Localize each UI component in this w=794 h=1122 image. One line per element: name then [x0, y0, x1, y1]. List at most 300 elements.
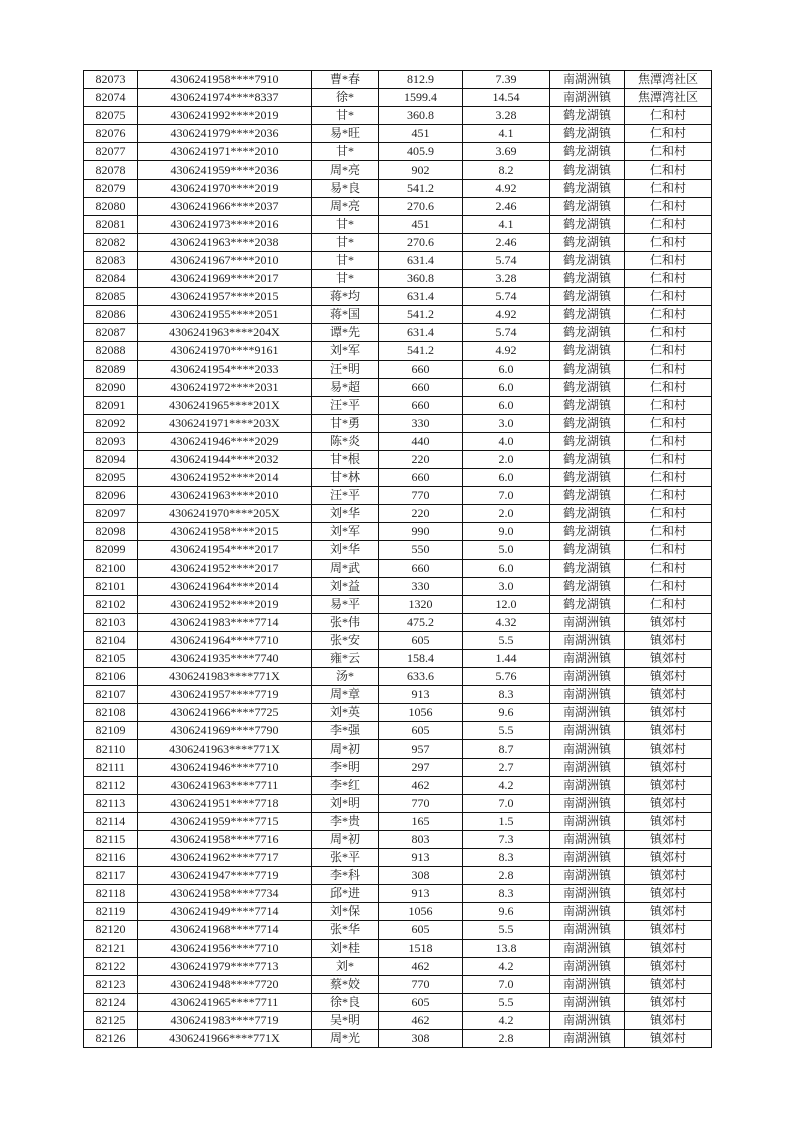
town-cell: 鹤龙湖镇 — [550, 505, 625, 523]
town-cell: 南湖洲镇 — [550, 613, 625, 631]
table-row — [84, 686, 712, 704]
town-cell: 南湖洲镇 — [550, 957, 625, 975]
table-row — [84, 71, 712, 89]
name-cell: 易*良 — [312, 179, 379, 197]
name-cell: 甘* — [312, 270, 379, 288]
amount-cell: 541.2 — [379, 342, 463, 360]
town-cell: 鹤龙湖镇 — [550, 450, 625, 468]
town-cell: 鹤龙湖镇 — [550, 270, 625, 288]
town-cell: 南湖洲镇 — [550, 1011, 625, 1029]
row-number-cell: 82109 — [84, 722, 138, 740]
table-row — [84, 378, 712, 396]
id-number-cell: 4306241963****7711 — [138, 776, 312, 794]
table-row — [84, 161, 712, 179]
id-number-cell: 4306241959****7715 — [138, 812, 312, 830]
amount-cell: 902 — [379, 161, 463, 179]
village-cell: 仁和村 — [625, 595, 712, 613]
amount-cell: 605 — [379, 993, 463, 1011]
row-number-cell: 82087 — [84, 324, 138, 342]
id-number-cell: 4306241979****2036 — [138, 125, 312, 143]
village-cell: 镇郊村 — [625, 903, 712, 921]
amount-cell: 633.6 — [379, 668, 463, 686]
area-cell: 2.0 — [463, 450, 550, 468]
id-number-cell: 4306241983****7719 — [138, 1011, 312, 1029]
town-cell: 南湖洲镇 — [550, 740, 625, 758]
town-cell: 南湖洲镇 — [550, 758, 625, 776]
village-cell: 仁和村 — [625, 107, 712, 125]
amount-cell: 631.4 — [379, 288, 463, 306]
town-cell: 南湖洲镇 — [550, 650, 625, 668]
town-cell: 鹤龙湖镇 — [550, 414, 625, 432]
town-cell: 南湖洲镇 — [550, 686, 625, 704]
area-cell: 14.54 — [463, 89, 550, 107]
name-cell: 徐* — [312, 89, 379, 107]
table-row — [84, 812, 712, 830]
amount-cell: 770 — [379, 975, 463, 993]
row-number-cell: 82119 — [84, 903, 138, 921]
id-number-cell: 4306241959****2036 — [138, 161, 312, 179]
area-cell: 5.76 — [463, 668, 550, 686]
area-cell: 4.1 — [463, 125, 550, 143]
row-number-cell: 82081 — [84, 215, 138, 233]
area-cell: 3.28 — [463, 107, 550, 125]
name-cell: 易*平 — [312, 595, 379, 613]
row-number-cell: 82107 — [84, 686, 138, 704]
name-cell: 刘*明 — [312, 794, 379, 812]
table-row — [84, 704, 712, 722]
row-number-cell: 82083 — [84, 251, 138, 269]
name-cell: 刘*华 — [312, 505, 379, 523]
id-number-cell: 4306241944****2032 — [138, 450, 312, 468]
row-number-cell: 82098 — [84, 523, 138, 541]
id-number-cell: 4306241948****7720 — [138, 975, 312, 993]
row-number-cell: 82090 — [84, 378, 138, 396]
row-number-cell: 82105 — [84, 650, 138, 668]
name-cell: 刘*英 — [312, 704, 379, 722]
table-row — [84, 903, 712, 921]
table-row — [84, 306, 712, 324]
name-cell: 李*明 — [312, 758, 379, 776]
area-cell: 3.28 — [463, 270, 550, 288]
table-row — [84, 794, 712, 812]
village-cell: 镇郊村 — [625, 1029, 712, 1047]
town-cell: 南湖洲镇 — [550, 722, 625, 740]
row-number-cell: 82122 — [84, 957, 138, 975]
area-cell: 5.0 — [463, 541, 550, 559]
table-row — [84, 939, 712, 957]
id-number-cell: 4306241952****2017 — [138, 559, 312, 577]
town-cell: 鹤龙湖镇 — [550, 179, 625, 197]
name-cell: 周*光 — [312, 1029, 379, 1047]
amount-cell: 165 — [379, 812, 463, 830]
name-cell: 李*贵 — [312, 812, 379, 830]
area-cell: 4.0 — [463, 432, 550, 450]
row-number-cell: 82085 — [84, 288, 138, 306]
amount-cell: 605 — [379, 921, 463, 939]
table-row — [84, 577, 712, 595]
table-row — [84, 668, 712, 686]
village-cell: 仁和村 — [625, 125, 712, 143]
table-row — [84, 215, 712, 233]
id-number-cell: 4306241964****2014 — [138, 577, 312, 595]
amount-cell: 297 — [379, 758, 463, 776]
id-number-cell: 4306241965****7711 — [138, 993, 312, 1011]
village-cell: 镇郊村 — [625, 849, 712, 867]
village-cell: 仁和村 — [625, 559, 712, 577]
row-number-cell: 82101 — [84, 577, 138, 595]
name-cell: 刘*桂 — [312, 939, 379, 957]
amount-cell: 308 — [379, 867, 463, 885]
name-cell: 徐*良 — [312, 993, 379, 1011]
amount-cell: 913 — [379, 885, 463, 903]
name-cell: 周*武 — [312, 559, 379, 577]
table-row — [84, 251, 712, 269]
row-number-cell: 82089 — [84, 360, 138, 378]
town-cell: 鹤龙湖镇 — [550, 577, 625, 595]
table-row — [84, 1011, 712, 1029]
amount-cell: 462 — [379, 957, 463, 975]
name-cell: 吴*明 — [312, 1011, 379, 1029]
table-body — [84, 71, 712, 1048]
table-row — [84, 595, 712, 613]
table-row — [84, 631, 712, 649]
id-number-cell: 4306241966****7725 — [138, 704, 312, 722]
id-number-cell: 4306241956****7710 — [138, 939, 312, 957]
village-cell: 镇郊村 — [625, 812, 712, 830]
area-cell: 4.92 — [463, 342, 550, 360]
amount-cell: 631.4 — [379, 324, 463, 342]
town-cell: 鹤龙湖镇 — [550, 197, 625, 215]
area-cell: 4.1 — [463, 215, 550, 233]
name-cell: 周*章 — [312, 686, 379, 704]
area-cell: 7.39 — [463, 71, 550, 89]
village-cell: 仁和村 — [625, 161, 712, 179]
area-cell: 3.0 — [463, 414, 550, 432]
area-cell: 8.2 — [463, 161, 550, 179]
amount-cell: 913 — [379, 849, 463, 867]
amount-cell: 158.4 — [379, 650, 463, 668]
id-number-cell: 4306241957****2015 — [138, 288, 312, 306]
id-number-cell: 4306241971****203X — [138, 414, 312, 432]
area-cell: 7.3 — [463, 830, 550, 848]
id-number-cell: 4306241954****2017 — [138, 541, 312, 559]
name-cell: 刘*益 — [312, 577, 379, 595]
amount-cell: 770 — [379, 487, 463, 505]
village-cell: 镇郊村 — [625, 740, 712, 758]
village-cell: 镇郊村 — [625, 722, 712, 740]
town-cell: 鹤龙湖镇 — [550, 306, 625, 324]
village-cell: 仁和村 — [625, 523, 712, 541]
amount-cell: 660 — [379, 360, 463, 378]
area-cell: 2.0 — [463, 505, 550, 523]
table-row — [84, 505, 712, 523]
town-cell: 南湖洲镇 — [550, 794, 625, 812]
table-row — [84, 541, 712, 559]
amount-cell: 605 — [379, 631, 463, 649]
town-cell: 鹤龙湖镇 — [550, 125, 625, 143]
name-cell: 周*亮 — [312, 197, 379, 215]
town-cell: 鹤龙湖镇 — [550, 342, 625, 360]
amount-cell: 660 — [379, 559, 463, 577]
table-row — [84, 957, 712, 975]
table-row — [84, 288, 712, 306]
area-cell: 2.46 — [463, 197, 550, 215]
area-cell: 5.74 — [463, 324, 550, 342]
id-number-cell: 4306241952****2014 — [138, 469, 312, 487]
area-cell: 4.2 — [463, 776, 550, 794]
town-cell: 南湖洲镇 — [550, 903, 625, 921]
area-cell: 13.8 — [463, 939, 550, 957]
row-number-cell: 82091 — [84, 396, 138, 414]
name-cell: 甘* — [312, 215, 379, 233]
amount-cell: 360.8 — [379, 107, 463, 125]
table-row — [84, 650, 712, 668]
id-number-cell: 4306241964****7710 — [138, 631, 312, 649]
row-number-cell: 82076 — [84, 125, 138, 143]
table-row — [84, 414, 712, 432]
area-cell: 1.44 — [463, 650, 550, 668]
table-row — [84, 143, 712, 161]
row-number-cell: 82088 — [84, 342, 138, 360]
amount-cell: 770 — [379, 794, 463, 812]
table-row — [84, 975, 712, 993]
area-cell: 3.69 — [463, 143, 550, 161]
name-cell: 蔡*姣 — [312, 975, 379, 993]
area-cell: 5.5 — [463, 722, 550, 740]
amount-cell: 631.4 — [379, 251, 463, 269]
row-number-cell: 82123 — [84, 975, 138, 993]
table-row — [84, 523, 712, 541]
id-number-cell: 4306241974****8337 — [138, 89, 312, 107]
village-cell: 镇郊村 — [625, 758, 712, 776]
row-number-cell: 82082 — [84, 233, 138, 251]
id-number-cell: 4306241970****9161 — [138, 342, 312, 360]
amount-cell: 803 — [379, 830, 463, 848]
id-number-cell: 4306241968****7714 — [138, 921, 312, 939]
town-cell: 鹤龙湖镇 — [550, 251, 625, 269]
id-number-cell: 4306241969****7790 — [138, 722, 312, 740]
amount-cell: 550 — [379, 541, 463, 559]
row-number-cell: 82113 — [84, 794, 138, 812]
id-number-cell: 4306241962****7717 — [138, 849, 312, 867]
village-cell: 仁和村 — [625, 469, 712, 487]
table-row — [84, 469, 712, 487]
id-number-cell: 4306241935****7740 — [138, 650, 312, 668]
id-number-cell: 4306241983****771X — [138, 668, 312, 686]
table-row — [84, 885, 712, 903]
name-cell: 刘*军 — [312, 523, 379, 541]
village-cell: 镇郊村 — [625, 1011, 712, 1029]
id-number-cell: 4306241966****771X — [138, 1029, 312, 1047]
village-cell: 仁和村 — [625, 450, 712, 468]
id-number-cell: 4306241983****7714 — [138, 613, 312, 631]
town-cell: 南湖洲镇 — [550, 867, 625, 885]
village-cell: 镇郊村 — [625, 631, 712, 649]
id-number-cell: 4306241972****2031 — [138, 378, 312, 396]
village-cell: 焦潭湾社区 — [625, 71, 712, 89]
name-cell: 李*强 — [312, 722, 379, 740]
village-cell: 仁和村 — [625, 324, 712, 342]
id-number-cell: 4306241992****2019 — [138, 107, 312, 125]
amount-cell: 1056 — [379, 903, 463, 921]
row-number-cell: 82118 — [84, 885, 138, 903]
town-cell: 南湖洲镇 — [550, 939, 625, 957]
name-cell: 刘*保 — [312, 903, 379, 921]
id-number-cell: 4306241970****2019 — [138, 179, 312, 197]
area-cell: 2.46 — [463, 233, 550, 251]
name-cell: 甘*勇 — [312, 414, 379, 432]
row-number-cell: 82126 — [84, 1029, 138, 1047]
village-cell: 仁和村 — [625, 233, 712, 251]
area-cell: 7.0 — [463, 975, 550, 993]
id-number-cell: 4306241965****201X — [138, 396, 312, 414]
id-number-cell: 4306241951****7718 — [138, 794, 312, 812]
amount-cell: 220 — [379, 450, 463, 468]
name-cell: 甘*根 — [312, 450, 379, 468]
town-cell: 鹤龙湖镇 — [550, 360, 625, 378]
amount-cell: 660 — [379, 396, 463, 414]
area-cell: 4.2 — [463, 957, 550, 975]
area-cell: 9.0 — [463, 523, 550, 541]
area-cell: 6.0 — [463, 469, 550, 487]
row-number-cell: 82075 — [84, 107, 138, 125]
town-cell: 鹤龙湖镇 — [550, 396, 625, 414]
name-cell: 蒋*均 — [312, 288, 379, 306]
table-row — [84, 270, 712, 288]
row-number-cell: 82110 — [84, 740, 138, 758]
id-number-cell: 4306241954****2033 — [138, 360, 312, 378]
table-row — [84, 776, 712, 794]
name-cell: 张*伟 — [312, 613, 379, 631]
village-cell: 仁和村 — [625, 270, 712, 288]
name-cell: 周*初 — [312, 830, 379, 848]
name-cell: 陈*炎 — [312, 432, 379, 450]
table-row — [84, 867, 712, 885]
row-number-cell: 82077 — [84, 143, 138, 161]
village-cell: 镇郊村 — [625, 957, 712, 975]
area-cell: 7.0 — [463, 487, 550, 505]
area-cell: 12.0 — [463, 595, 550, 613]
row-number-cell: 82112 — [84, 776, 138, 794]
name-cell: 李*红 — [312, 776, 379, 794]
area-cell: 1.5 — [463, 812, 550, 830]
village-cell: 仁和村 — [625, 378, 712, 396]
row-number-cell: 82120 — [84, 921, 138, 939]
id-number-cell: 4306241947****7719 — [138, 867, 312, 885]
town-cell: 南湖洲镇 — [550, 812, 625, 830]
amount-cell: 957 — [379, 740, 463, 758]
amount-cell: 605 — [379, 722, 463, 740]
table-row — [84, 233, 712, 251]
id-number-cell: 4306241955****2051 — [138, 306, 312, 324]
town-cell: 鹤龙湖镇 — [550, 215, 625, 233]
id-number-cell: 4306241963****2010 — [138, 487, 312, 505]
village-cell: 镇郊村 — [625, 668, 712, 686]
amount-cell: 1056 — [379, 704, 463, 722]
area-cell: 6.0 — [463, 559, 550, 577]
area-cell: 4.92 — [463, 306, 550, 324]
name-cell: 周*初 — [312, 740, 379, 758]
id-number-cell: 4306241971****2010 — [138, 143, 312, 161]
area-cell: 7.0 — [463, 794, 550, 812]
row-number-cell: 82097 — [84, 505, 138, 523]
table-row — [84, 830, 712, 848]
row-number-cell: 82103 — [84, 613, 138, 631]
area-cell: 8.3 — [463, 686, 550, 704]
village-cell: 仁和村 — [625, 306, 712, 324]
name-cell: 易*旺 — [312, 125, 379, 143]
row-number-cell: 82073 — [84, 71, 138, 89]
town-cell: 鹤龙湖镇 — [550, 595, 625, 613]
area-cell: 2.7 — [463, 758, 550, 776]
town-cell: 鹤龙湖镇 — [550, 523, 625, 541]
village-cell: 镇郊村 — [625, 686, 712, 704]
records-table — [83, 70, 712, 1048]
id-number-cell: 4306241952****2019 — [138, 595, 312, 613]
area-cell: 2.8 — [463, 1029, 550, 1047]
id-number-cell: 4306241963****771X — [138, 740, 312, 758]
id-number-cell: 4306241958****7734 — [138, 885, 312, 903]
village-cell: 镇郊村 — [625, 650, 712, 668]
row-number-cell: 82086 — [84, 306, 138, 324]
area-cell: 6.0 — [463, 378, 550, 396]
village-cell: 仁和村 — [625, 251, 712, 269]
village-cell: 仁和村 — [625, 197, 712, 215]
village-cell: 镇郊村 — [625, 867, 712, 885]
name-cell: 谭*先 — [312, 324, 379, 342]
town-cell: 南湖洲镇 — [550, 71, 625, 89]
village-cell: 仁和村 — [625, 432, 712, 450]
town-cell: 南湖洲镇 — [550, 921, 625, 939]
amount-cell: 990 — [379, 523, 463, 541]
row-number-cell: 82124 — [84, 993, 138, 1011]
row-number-cell: 82104 — [84, 631, 138, 649]
amount-cell: 1320 — [379, 595, 463, 613]
table-row — [84, 487, 712, 505]
id-number-cell: 4306241946****7710 — [138, 758, 312, 776]
amount-cell: 812.9 — [379, 71, 463, 89]
area-cell: 5.74 — [463, 288, 550, 306]
name-cell: 易*超 — [312, 378, 379, 396]
row-number-cell: 82094 — [84, 450, 138, 468]
amount-cell: 330 — [379, 577, 463, 595]
area-cell: 5.74 — [463, 251, 550, 269]
row-number-cell: 82111 — [84, 758, 138, 776]
id-number-cell: 4306241963****2038 — [138, 233, 312, 251]
name-cell: 甘*林 — [312, 469, 379, 487]
town-cell: 鹤龙湖镇 — [550, 143, 625, 161]
area-cell: 9.6 — [463, 903, 550, 921]
amount-cell: 475.2 — [379, 613, 463, 631]
village-cell: 镇郊村 — [625, 776, 712, 794]
town-cell: 鹤龙湖镇 — [550, 559, 625, 577]
area-cell: 5.5 — [463, 993, 550, 1011]
amount-cell: 308 — [379, 1029, 463, 1047]
village-cell: 镇郊村 — [625, 704, 712, 722]
id-number-cell: 4306241973****2016 — [138, 215, 312, 233]
village-cell: 镇郊村 — [625, 975, 712, 993]
table-row — [84, 921, 712, 939]
town-cell: 南湖洲镇 — [550, 631, 625, 649]
village-cell: 镇郊村 — [625, 794, 712, 812]
village-cell: 仁和村 — [625, 487, 712, 505]
amount-cell: 220 — [379, 505, 463, 523]
town-cell: 鹤龙湖镇 — [550, 288, 625, 306]
town-cell: 南湖洲镇 — [550, 975, 625, 993]
area-cell: 9.6 — [463, 704, 550, 722]
village-cell: 仁和村 — [625, 215, 712, 233]
village-cell: 镇郊村 — [625, 885, 712, 903]
